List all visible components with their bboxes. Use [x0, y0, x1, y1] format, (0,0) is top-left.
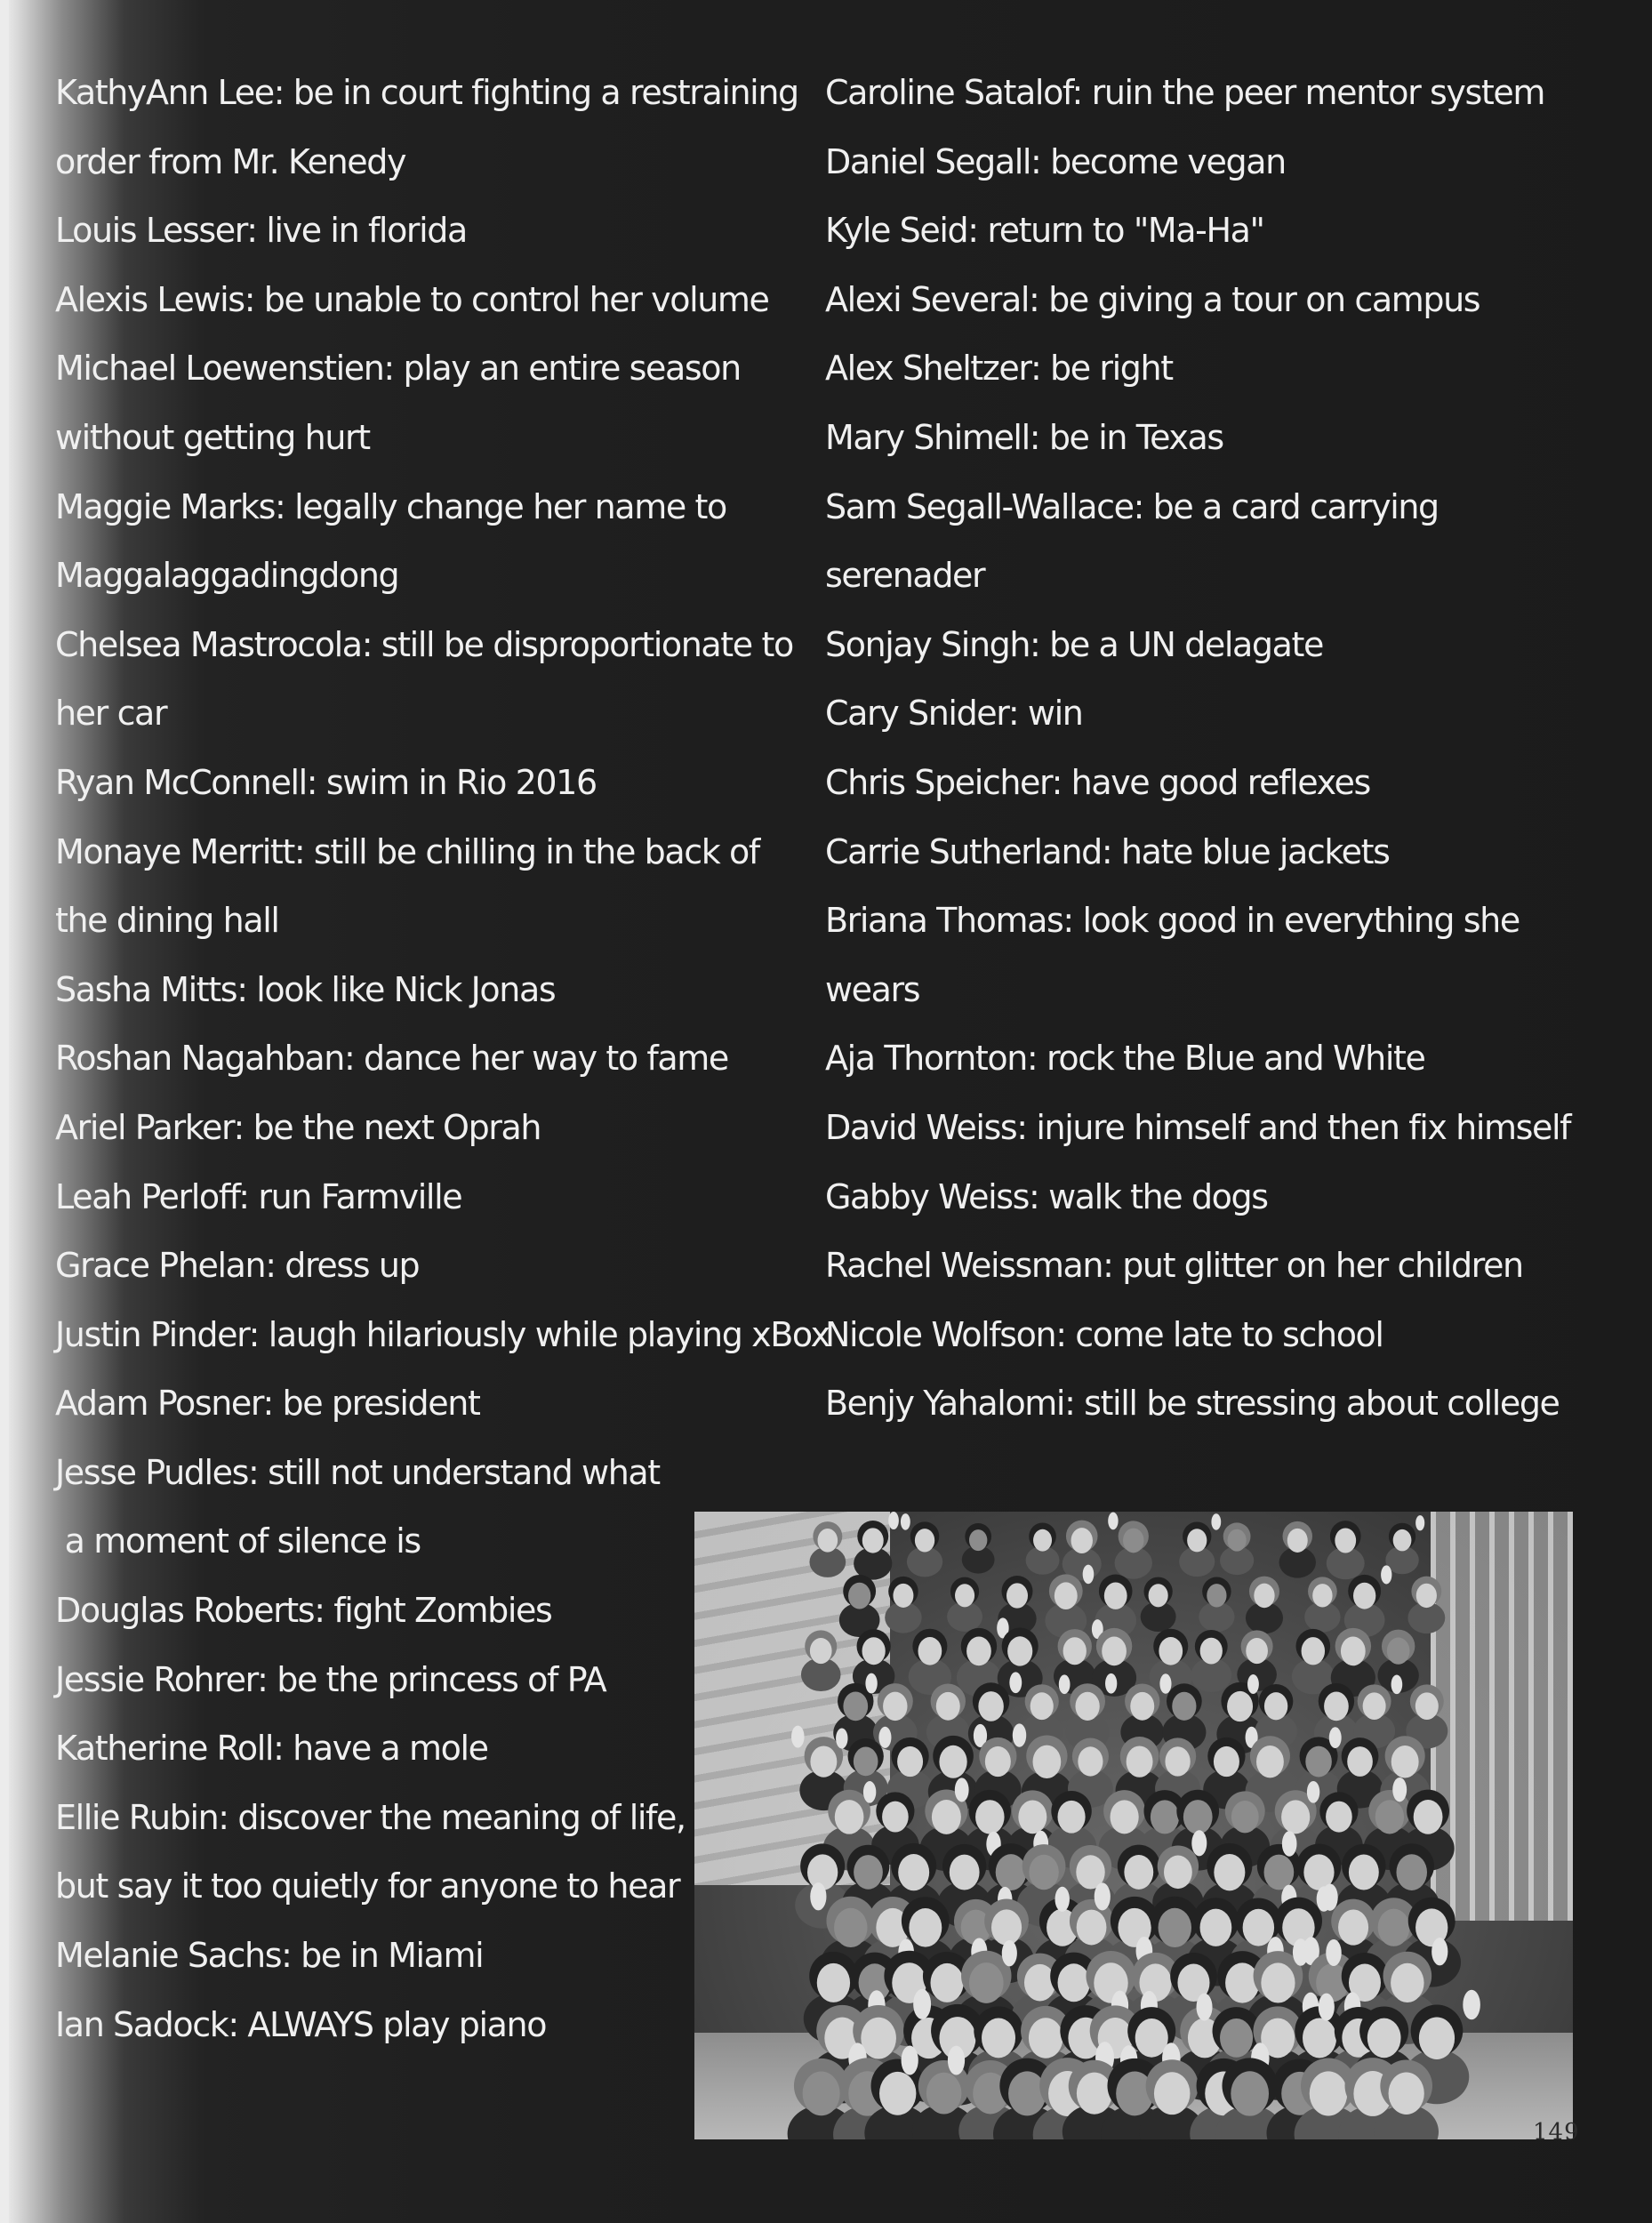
list-item: Ariel Parker: be the next Oprah: [55, 1107, 541, 1147]
list-item: Cary Snider: win: [825, 694, 1083, 734]
list-item: Gabby Weiss: walk the dogs: [825, 1176, 1268, 1216]
list-item: Katherine Roll: have a mole: [55, 1729, 488, 1769]
list-item: Nicole Wolfson: come late to school: [825, 1314, 1383, 1354]
page-binding-edge: [0, 0, 9, 2223]
list-item: a moment of silence is: [55, 1521, 421, 1561]
list-item: Rachel Weissman: put glitter on her children: [825, 1246, 1523, 1286]
class-group-photo: [694, 1512, 1573, 2139]
list-item: Monaye Merritt: still be chilling in the back of: [55, 831, 759, 871]
list-item: Maggie Marks: legally change her name to: [55, 486, 726, 526]
list-item: serenader: [825, 556, 985, 596]
list-item: Kyle Seid: return to "Ma-Ha": [825, 211, 1264, 251]
list-item: Douglas Roberts: fight Zombies: [55, 1591, 552, 1631]
list-item: Louis Lesser: live in florida: [55, 211, 467, 251]
list-item: Justin Pinder: laugh hilariously while playing xBox: [55, 1314, 830, 1354]
list-item: Adam Posner: be president: [55, 1384, 480, 1424]
list-item: David Weiss: injure himself and then fix himself: [825, 1107, 1571, 1147]
list-item: Maggalaggadingdong: [55, 556, 399, 596]
list-item: Briana Thomas: look good in everything she: [825, 901, 1520, 941]
list-item: wears: [825, 969, 920, 1009]
crowd-illustration: [694, 1512, 1573, 2139]
list-item: Jesse Pudles: still not understand what: [55, 1452, 660, 1492]
list-item: Roshan Nagahban: dance her way to fame: [55, 1039, 728, 1079]
list-item: Ellie Rubin: discover the meaning of life,: [55, 1797, 686, 1837]
list-item: Jessie Rohrer: be the princess of PA: [55, 1659, 606, 1699]
list-item: the dining hall: [55, 901, 279, 941]
list-item: Alex Sheltzer: be right: [825, 349, 1173, 389]
list-item: Benjy Yahalomi: still be stressing about college: [825, 1384, 1560, 1424]
right-column: [825, 59, 1625, 1439]
list-item: Daniel Segall: become vegan: [825, 141, 1286, 181]
list-item: Melanie Sachs: be in Miami: [55, 1936, 484, 1976]
list-item: Grace Phelan: dress up: [55, 1246, 420, 1286]
list-item: Chris Speicher: have good reflexes: [825, 762, 1370, 802]
list-item: order from Mr. Kenedy: [55, 141, 406, 181]
list-item: her car: [55, 694, 167, 734]
list-item: Sam Segall-Wallace: be a card carrying: [825, 486, 1439, 526]
list-item: Carrie Sutherland: hate blue jackets: [825, 831, 1390, 871]
list-item: but say it too quietly for anyone to hear: [55, 1866, 680, 1906]
list-item: Aja Thornton: rock the Blue and White: [825, 1039, 1425, 1079]
list-item: Ian Sadock: ALWAYS play piano: [55, 2004, 547, 2044]
list-item: Chelsea Mastrocola: still be disproportionate to: [55, 624, 793, 664]
list-item: Alexi Several: be giving a tour on campus: [825, 279, 1480, 319]
list-item: Caroline Satalof: ruin the peer mentor system: [825, 73, 1544, 112]
list-item: Mary Shimell: be in Texas: [825, 417, 1223, 457]
list-item: KathyAnn Lee: be in court fighting a restraining: [55, 73, 798, 112]
page-number: 149: [1533, 2119, 1580, 2146]
list-item: Alexis Lewis: be unable to control her volume: [55, 279, 769, 319]
list-item: Michael Loewenstien: play an entire season: [55, 349, 741, 389]
list-item: Leah Perloff: run Farmville: [55, 1176, 462, 1216]
list-item: Sasha Mitts: look like Nick Jonas: [55, 969, 556, 1009]
left-column: [55, 59, 830, 2059]
list-item: Ryan McConnell: swim in Rio 2016: [55, 762, 597, 802]
list-item: without getting hurt: [55, 417, 370, 457]
list-item: Sonjay Singh: be a UN delagate: [825, 624, 1324, 664]
